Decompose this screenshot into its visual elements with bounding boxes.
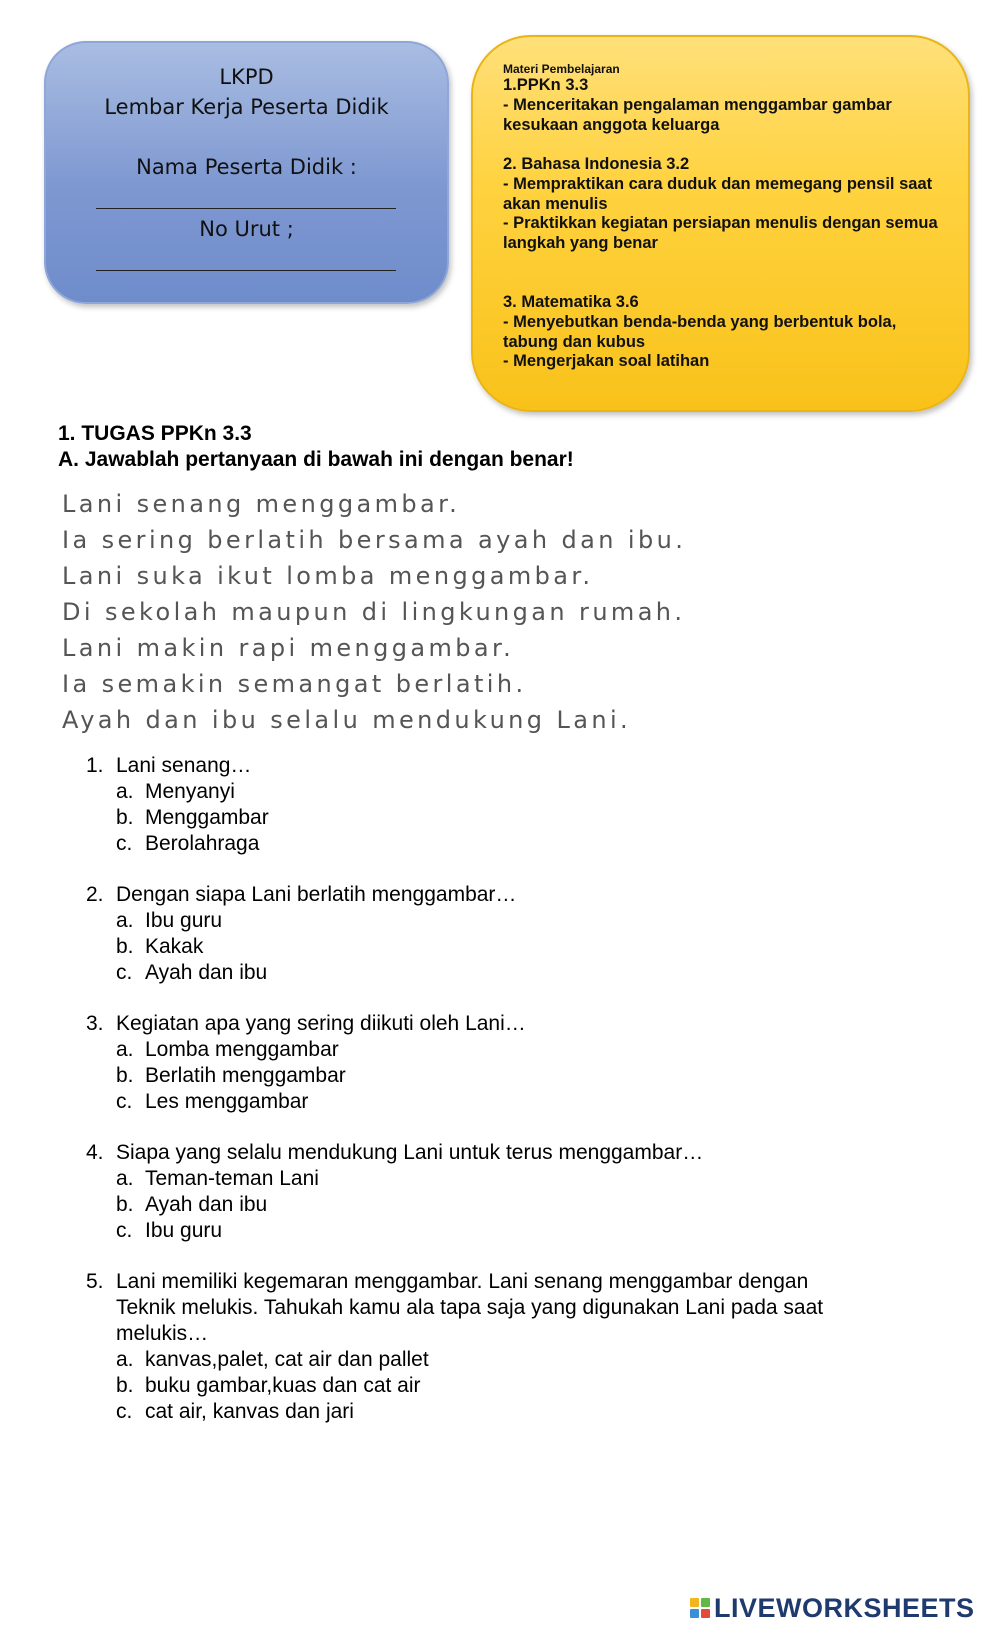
student-number-line[interactable] [96, 270, 396, 271]
option-text: Ibu guru [145, 909, 223, 932]
ppkn-item: - Menceritakan pengalaman menggambar gambar kesukaan anggota keluarga [503, 96, 892, 134]
story-line: Lani makin rapi menggambar. [62, 634, 515, 662]
ppkn-title: 1.PPKn 3.3 [503, 76, 589, 94]
header-box [44, 41, 449, 304]
option-letter: a. [116, 1038, 134, 1061]
question-text: Kegiatan apa yang sering diikuti oleh Lani… [116, 1012, 526, 1035]
option-letter: a. [116, 780, 134, 803]
logo-square [701, 1598, 710, 1607]
story-line: Ayah dan ibu selalu mendukung Lani. [62, 706, 632, 734]
option-text: Menyanyi [145, 780, 235, 803]
story-line: Di sekolah maupun di lingkungan rumah. [62, 598, 686, 626]
math-title: 3. Matematika 3.6 [503, 293, 639, 311]
option-text: Teman-teman Lani [145, 1167, 319, 1190]
option-text: Berlatih menggambar [145, 1064, 346, 1087]
worksheet-title: LKPD [219, 65, 274, 89]
option-letter: c. [116, 1090, 133, 1113]
option-text: Les menggambar [145, 1090, 309, 1113]
logo-square [690, 1598, 699, 1607]
option-text: Lomba menggambar [145, 1038, 339, 1061]
student-number-label: No Urut ; [199, 217, 294, 241]
option-letter: b. [116, 935, 134, 958]
task-title: 1. TUGAS PPKn 3.3 [58, 422, 252, 445]
worksheet-subtitle: Lembar Kerja Peserta Didik [104, 95, 389, 119]
option-letter: a. [116, 909, 134, 932]
bindo-title: 2. Bahasa Indonesia 3.2 [503, 155, 690, 173]
bindo-item-1: - Mempraktikan cara duduk dan memegang pensil saat akan menulis [503, 175, 933, 213]
brand-name: LIVEWORKSHEETS [714, 1592, 975, 1623]
materials-box [471, 35, 970, 412]
logo-square [701, 1609, 710, 1618]
question-text-line-2: Teknik melukis. Tahukah kamu ala tapa saja yang digunakan Lani pada saat [116, 1296, 824, 1319]
option-text: kanvas,palet, cat air dan pallet [145, 1348, 429, 1371]
question-number: 3. [86, 1012, 104, 1035]
option-text: buku gambar,kuas dan cat air [145, 1374, 421, 1397]
question-number: 2. [86, 883, 104, 906]
story-line: Ia sering berlatih bersama ayah dan ibu. [62, 526, 687, 554]
option-letter: c. [116, 961, 133, 984]
option-text: Menggambar [145, 806, 269, 829]
story-line: Lani senang menggambar. [62, 490, 461, 518]
bindo-item-2: - Praktikkan kegiatan persiapan menulis dengan semua langkah yang benar [503, 214, 938, 252]
student-name-line[interactable] [96, 208, 396, 209]
option-letter: c. [116, 1400, 133, 1423]
option-text: Kakak [145, 935, 204, 958]
question-number: 4. [86, 1141, 104, 1164]
option-letter: b. [116, 806, 134, 829]
liveworksheets-brand [690, 1590, 975, 1626]
logo-square [690, 1609, 699, 1618]
question-text-line-3: melukis… [116, 1322, 209, 1345]
option-text: Berolahraga [145, 832, 260, 855]
option-letter: a. [116, 1348, 134, 1371]
question-text-line-1: Lani memiliki kegemaran menggambar. Lani senang menggambar dengan [116, 1270, 809, 1293]
story-line: Lani suka ikut lomba menggambar. [62, 562, 594, 590]
option-text: cat air, kanvas dan jari [145, 1400, 354, 1423]
story-line: Ia semakin semangat berlatih. [62, 670, 527, 698]
math-item-2: - Mengerjakan soal latihan [503, 352, 710, 370]
option-letter: b. [116, 1064, 134, 1087]
question-number: 1. [86, 754, 104, 777]
student-name-label: Nama Peserta Didik : [136, 155, 357, 179]
question-text: Lani senang… [116, 754, 252, 777]
option-text: Ayah dan ibu [145, 961, 268, 984]
option-letter: b. [116, 1374, 134, 1397]
question-text: Siapa yang selalu mendukung Lani untuk terus menggambar… [116, 1141, 704, 1164]
option-letter: c. [116, 1219, 133, 1242]
option-letter: c. [116, 832, 133, 855]
materials-heading: Materi Pembelajaran [503, 62, 620, 76]
option-letter: a. [116, 1167, 134, 1190]
task-instruction: A. Jawablah pertanyaan di bawah ini dengan benar! [58, 448, 574, 471]
math-item-1: - Menyebutkan benda-benda yang berbentuk bola, tabung dan kubus [503, 313, 897, 351]
option-text: Ibu guru [145, 1219, 223, 1242]
question-number: 5. [86, 1270, 104, 1293]
option-letter: b. [116, 1193, 134, 1216]
question-text: Dengan siapa Lani berlatih menggambar… [116, 883, 517, 906]
liveworksheets-logo-icon [690, 1598, 710, 1618]
option-text: Ayah dan ibu [145, 1193, 268, 1216]
